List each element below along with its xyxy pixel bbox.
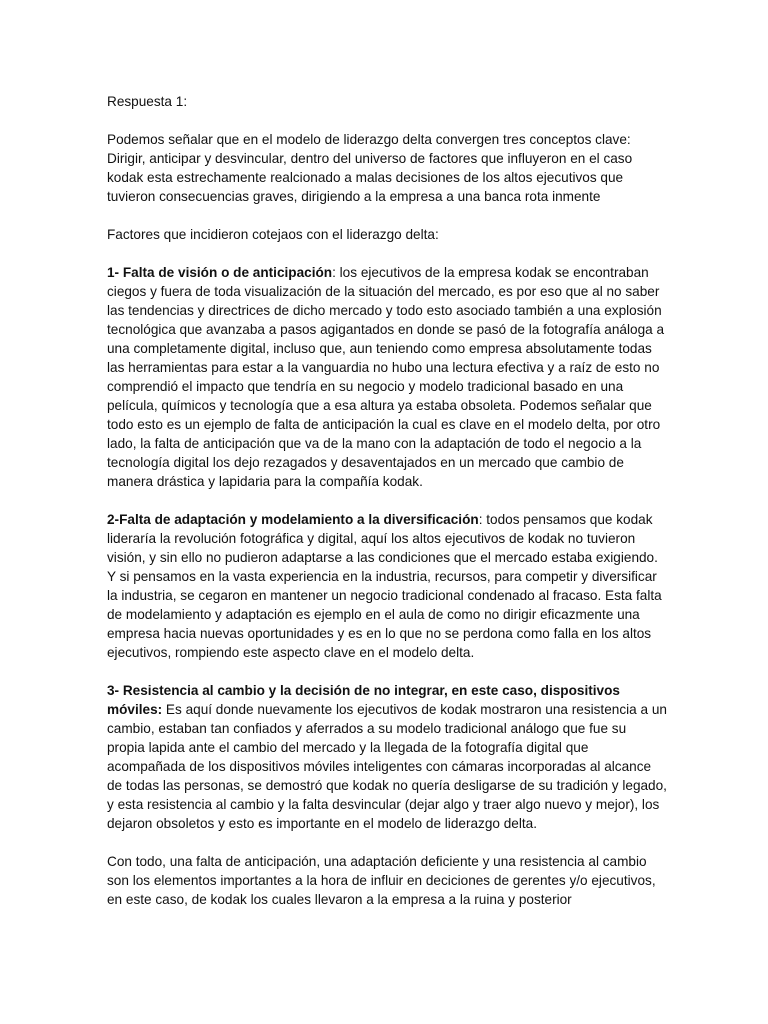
intro-paragraph: Podemos señalar que en el modelo de liderazgo delta convergen tres conceptos clave: Dirigir, anticipar y desvincular, dentro del universo de factores que influyeron en el caso kodak esta estrechamente realcionado a malas decisiones de los altos ejecutivos que tuvieron consecuencias graves, dirigiendo a la empresa a una banca rota inmente: [107, 132, 633, 204]
factor-1-title: 1- Falta de visión o de anticipación: [107, 265, 333, 280]
factor-3-paragraph: [107, 681, 667, 833]
factor-1-body: : los ejecutivos de la empresa kodak se encontraban ciegos y fuera de toda visualización de la situación del mercado, es por eso que al no saber las tendencias y directrices de dicho mercado y todo esto asociado también a una explosión tecnológica que avanzaba a pasos agigantados en donde se pasó de la fotografía análoga a una completamente digital, incluso que, aun teniendo como empresa absolutamente todas las herramientas para estar a la vanguardia no hubo una lectura efectiva y a raíz de esto no comprendió el impacto que tendría en su negocio y modelo tradicional basado en una película, químicos y tecnología que a esa altura ya estaba obsoleta. Podemos señalar que todo esto es un ejemplo de falta de anticipación la cual es clave en el modelo delta, por otro lado, la falta de anticipación que va de la mano con la adaptación de todo el negocio a la tecnología digital los dejo rezagados y desaventajados en un mercado que cambio de manera drástica y lapidaria para la compañía kodak.: [107, 265, 665, 489]
factor-2-body: : todos pensamos que kodak lideraría la revolución fotográfica y digital, aquí los altos ejecutivos de kodak no tuvieron visión, y sin ello no pudieron adaptarse a las condiciones que el mercado estaba exigiendo. Y si pensamos en la vasta experiencia en la industria, recursos, para competir y diversificar la industria, se cegaron en mantener un negocio tradicional condenado al fracaso. Esta falta de modelamiento y adaptación es ejemplo en el aula de como no dirigir eficazmente una empresa hacia nuevas oportunidades y es en lo que no se perdona como falla en los altos ejecutivos, rompiendo este aspecto clave en el modelo delta.: [107, 512, 662, 660]
conclusion-paragraph: Con todo, una falta de anticipación, una adaptación deficiente y una resistencia al cambio son los elementos importantes a la hora de influir en deciciones de gerentes y/o ejecutivos, en este caso, de kodak los cuales llevaron a la empresa a la ruina y posterior: [107, 854, 656, 907]
factor-2-title: 2-Falta de adaptación y modelamiento a la diversificación: [107, 512, 479, 527]
factors-intro: Factores que incidieron cotejaos con el liderazgo delta:: [107, 227, 439, 242]
document-body: [107, 92, 667, 928]
factor-2-paragraph: [107, 510, 667, 662]
factor-1-paragraph: [107, 263, 667, 491]
answer-heading: Respuesta 1:: [107, 94, 188, 109]
factor-3-title: 3- Resistencia al cambio y la decisión de no integrar, en este caso, dispositivos móviles:: [107, 683, 620, 717]
factor-3-body: Es aquí donde nuevamente los ejecutivos de kodak mostraron una resistencia a un cambio, estaban tan confiados y aferrados a su modelo tradicional análogo que fue su propia lapida ante el cambio del mercado y la llegada de la fotografía digital que acompañada de los dispositivos móviles inteligentes con cámaras incorporadas al alcance de todas las personas, se demostró que kodak no quería desligarse de su tradición y legado, y esta resistencia al cambio y la falta desvincular (dejar algo y traer algo nuevo y mejor), los dejaron obsoletos y esto es importante en el modelo de liderazgo delta.: [107, 702, 667, 831]
